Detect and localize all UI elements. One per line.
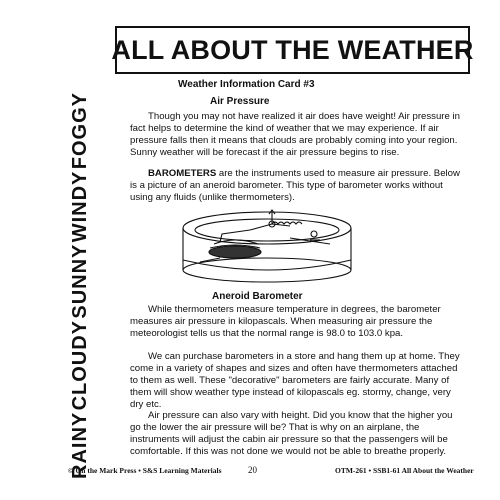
- side-word-cloudy: CLOUDY: [68, 319, 91, 411]
- section-title: Air Pressure: [210, 96, 270, 107]
- paragraph-height: Air pressure can also vary with height. Did you know that the higher you go the lower the air pressure will be? That is why on an airplane, the instruments will adjust the cabin air pressure so that the passengers will be comfortable. If this was not done we would not be able to breathe properly.: [130, 410, 453, 457]
- side-word-rainy: RAINY: [68, 411, 91, 479]
- footer-book-code: OTM-261 • SSB1-61 All About the Weather: [335, 466, 474, 475]
- paragraph-barometers: [130, 168, 460, 204]
- paragraph-kilopascals: While thermometers measure temperature in degrees, the barometer measures air pressure in kilopascals. When measuring air pressure the meteorologist tells us that the normal range is 98.0 to 103.0 kpa.: [130, 304, 441, 339]
- page-title: ALL ABOUT THE WEATHER: [111, 34, 474, 65]
- figure-caption: Aneroid Barometer: [212, 291, 303, 302]
- side-word-sunny: SUNNY: [68, 243, 91, 319]
- side-word-windy: WINDY: [68, 170, 91, 243]
- side-word-foggy: FOGGY: [68, 92, 91, 170]
- title-box: [111, 26, 474, 74]
- barometers-text: are the instruments used to measure air pressure. Below is a picture of an aneroid barometer. This type of barometer works without using any fluids (unlike thermometers).: [130, 168, 460, 203]
- footer-publisher: © On the Mark Press • S&S Learning Materials: [68, 466, 222, 475]
- aneroid-barometer-illustration: [180, 208, 355, 286]
- footer-page-number: 20: [248, 465, 257, 475]
- barometers-term: BAROMETERS: [148, 168, 217, 179]
- side-weather-words: [60, 92, 100, 479]
- paragraph-home-barometers: We can purchase barometers in a store and hang them up at home. They come in a variety of shapes and sizes and often have thermometers attached to them as well. These "decorative" barometers are fairly accurate. Many of them will show weather type instead of kilopascals eg. stormy, change, very dry etc.: [130, 351, 460, 410]
- card-title: Weather Information Card #3: [178, 79, 315, 90]
- paragraph-intro: Though you may not have realized it air does have weight! Air pressure in fact helps to determine the kind of weather that we may experience. If air pressure falls then it means that clouds are probably coming into your region. Sunny weather will be forecast if the air pressure begins to rise.: [130, 111, 460, 158]
